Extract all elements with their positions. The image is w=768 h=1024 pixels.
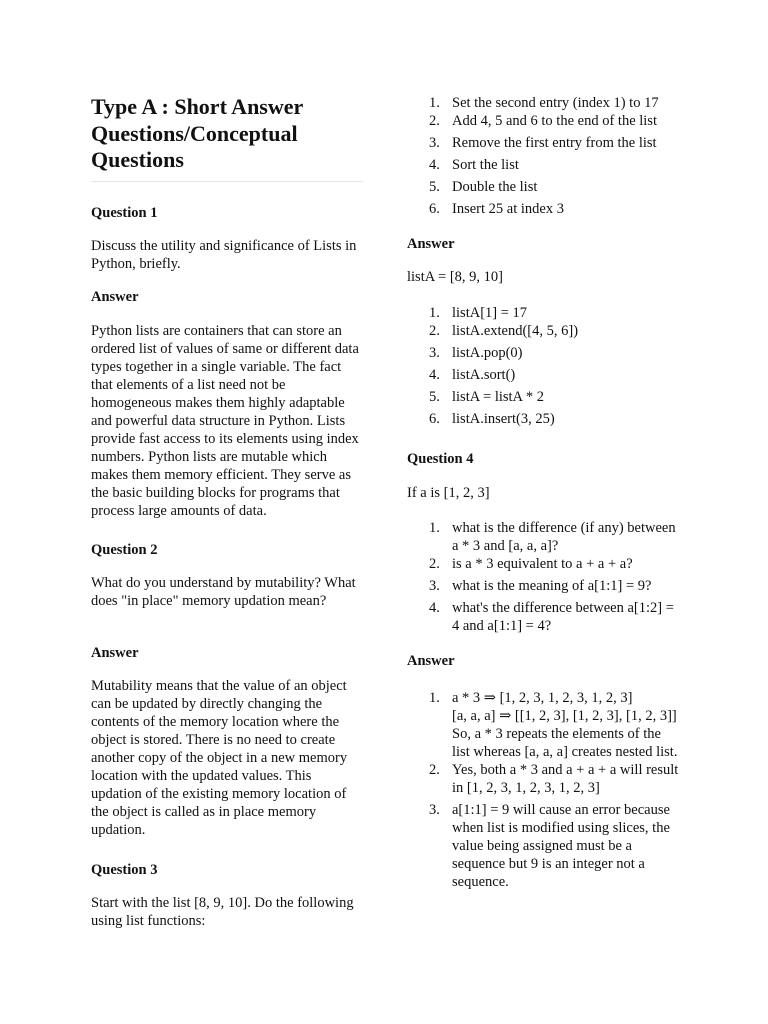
question-3-answer-intro: listA = [8, 9, 10]	[407, 269, 503, 285]
question-4-list	[407, 519, 679, 635]
list-item: 5. listA = listA * 2	[429, 389, 544, 405]
list-item: 1. what is the difference (if any) between a * 3 and [a, a, a]?	[429, 520, 676, 554]
list-item: 4. Sort the list	[429, 157, 519, 173]
list-item: 6. Insert 25 at index 3	[429, 201, 564, 217]
list-item: 2. listA.extend([4, 5, 6])	[429, 323, 579, 339]
list-item: 3. a[1:1] = 9 will cause an error because when list is modified using slices, the value being assigned must be a sequence but 9 is an integer not a sequence.	[429, 802, 670, 890]
question-3-answer-label: Answer	[407, 236, 455, 252]
answer-line: a * 3 ⇒ [1, 2, 3, 1, 2, 3, 1, 2, 3]	[452, 690, 633, 706]
question-4-answer-label: Answer	[407, 653, 455, 669]
question-3-text: Start with the list [8, 9, 10]. Do the following using list functions:	[91, 895, 354, 929]
question-4-answer-list	[407, 689, 679, 891]
question-1-answer-label: Answer	[91, 289, 139, 305]
list-item: 4. what's the difference between a[1:2] = 4 and a[1:1] = 4?	[429, 600, 674, 634]
question-4-text: If a is [1, 2, 3]	[407, 485, 490, 501]
list-item: 2. Add 4, 5 and 6 to the end of the list	[429, 113, 657, 129]
question-2-answer-label: Answer	[91, 645, 139, 661]
list-item: 5. Double the list	[429, 179, 538, 195]
page-title: Type A : Short Answer Questions/Conceptual Questions	[91, 94, 303, 172]
question-2-answer: Mutability means that the value of an object can be updated by directly changing the contents of the memory location where the object is stored. There is no need to create another copy of the object in a new memory location with the updated values. This updation of the existing memory location of the object is called as in place memory updation.	[91, 678, 348, 838]
question-1-answer: Python lists are containers that can store an ordered list of values of same or different data types together in a single variable. The fact that elements of a list need not be homogeneous makes them highly adaptable and powerful data structure in Python. Lists provide fast access to its elements using index numbers. Python lists are mutable which makes them memory efficient. They serve as the basic building blocks for programs that process large amounts of data.	[91, 323, 359, 519]
answer-line: So, a * 3 repeats the elements of the list whereas [a, a, a] creates nested list.	[452, 726, 678, 760]
list-item: 4. listA.sort()	[429, 367, 516, 383]
question-4-heading: Question 4	[407, 451, 474, 467]
question-3-answer-list	[407, 304, 679, 428]
list-item: 2. Yes, both a * 3 and a + a + a will result in [1, 2, 3, 1, 2, 3, 1, 2, 3]	[429, 762, 679, 796]
title-block	[91, 94, 363, 182]
question-3-task-list	[407, 94, 679, 218]
list-item: 2. is a * 3 equivalent to a + a + a?	[429, 556, 633, 572]
title-divider	[91, 181, 363, 182]
list-item: 3. what is the meaning of a[1:1] = 9?	[429, 578, 652, 594]
list-item: 3. Remove the first entry from the list	[429, 135, 657, 151]
question-2-text: What do you understand by mutability? What does "in place" memory updation mean?	[91, 575, 356, 609]
list-item: 3. listA.pop(0)	[429, 345, 523, 361]
list-item: 1. listA[1] = 17	[429, 305, 528, 321]
list-item: 6. listA.insert(3, 25)	[429, 411, 555, 427]
question-2-heading: Question 2	[91, 542, 158, 558]
list-item: 1. a * 3 ⇒ [1, 2, 3, 1, 2, 3, 1, 2, 3] [a, a, a] ⇒ [[1, 2, 3], [1, 2, 3], [1, 2, 3]] So, a * 3 repeats the elements of the list whereas [a, a, a] creates nested list.	[429, 690, 678, 760]
question-1-heading: Question 1	[91, 205, 158, 221]
list-item: 1. Set the second entry (index 1) to 17	[429, 95, 659, 111]
question-3-heading: Question 3	[91, 862, 158, 878]
question-1-text: Discuss the utility and significance of Lists in Python, briefly.	[91, 238, 357, 272]
answer-line: [a, a, a] ⇒ [[1, 2, 3], [1, 2, 3], [1, 2, 3]]	[452, 708, 677, 724]
